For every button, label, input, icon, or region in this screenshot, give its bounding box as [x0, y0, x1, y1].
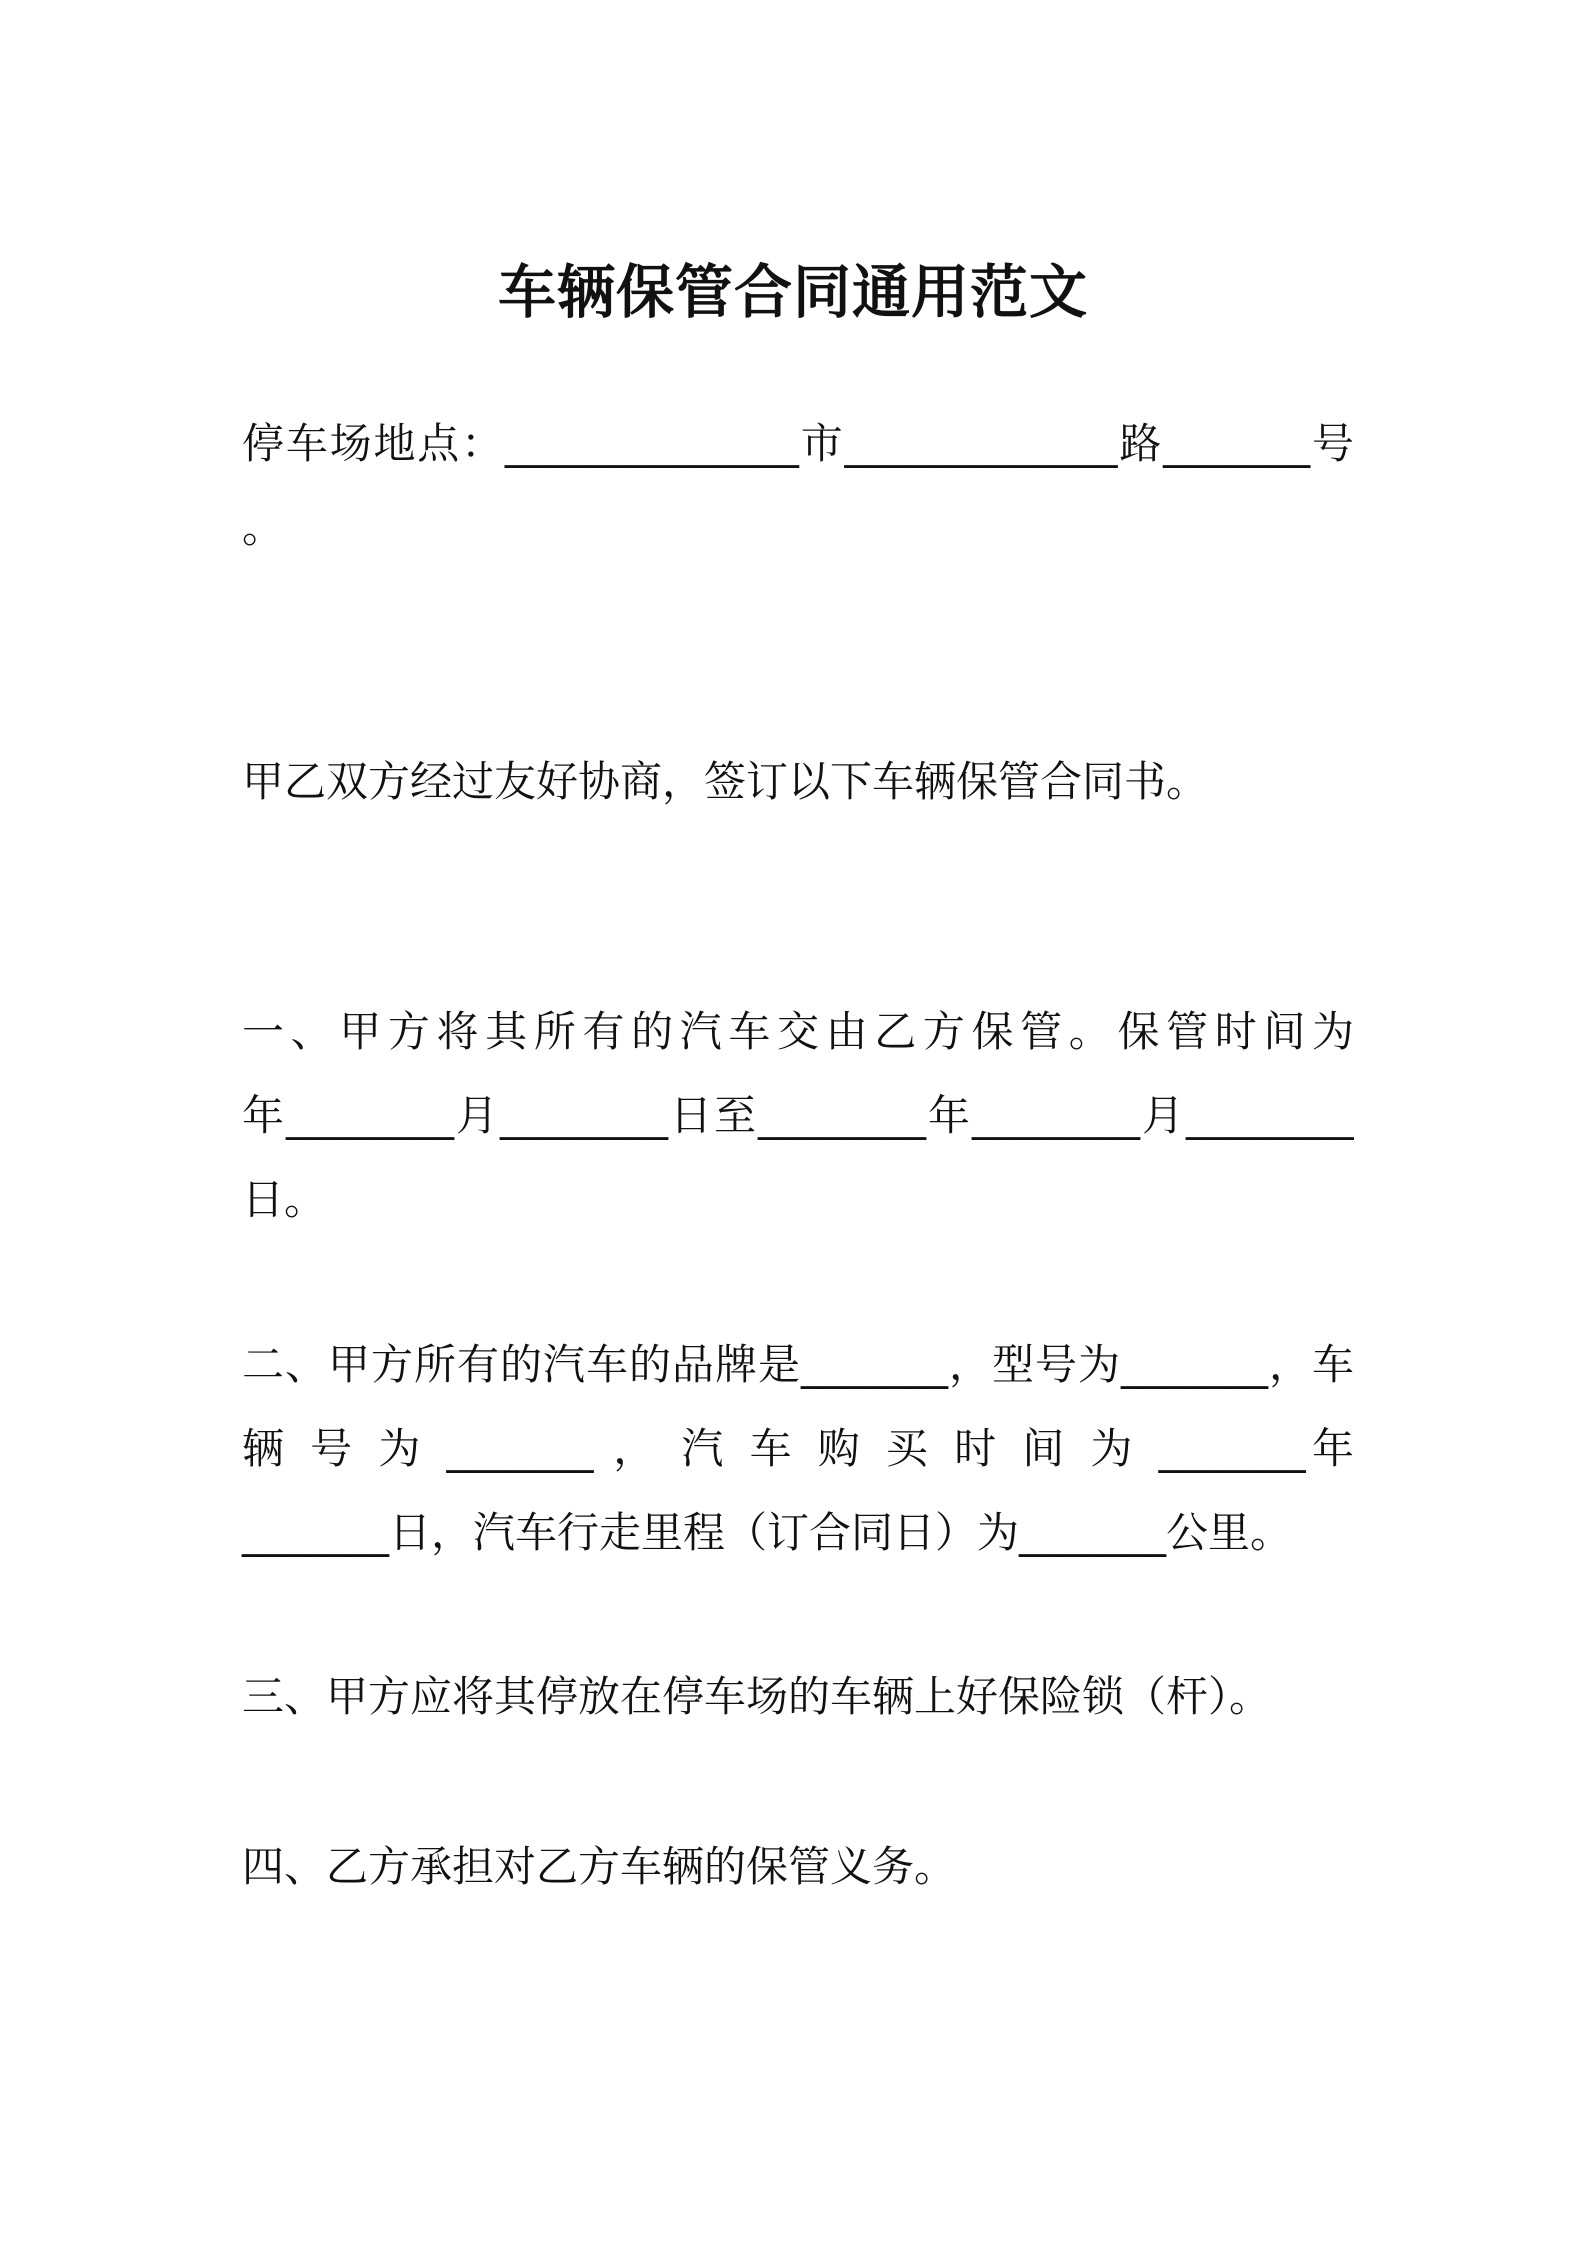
parking-location-line-2: 。 — [242, 503, 285, 552]
clause-2-paragraph — [242, 1323, 1354, 1575]
clause-1-line-1: 一、甲方将其所有的汽车交由乙方保管。保管时间为 — [242, 1007, 1354, 1056]
intro-paragraph — [242, 740, 1354, 824]
clause-4-paragraph — [242, 1825, 1354, 1909]
intro-text: 甲乙双方经过友好协商，签订以下车辆保管合同书。 — [242, 757, 1209, 806]
clause-1-line-2: 年________月________日至________年________月________ — [242, 1091, 1354, 1140]
clause-2-line-2: 辆 号 为 _______ ， 汽 车 购 买 时 间 为 _______年 — [242, 1424, 1354, 1473]
clause-3-paragraph — [242, 1655, 1354, 1739]
clause-4-text: 四、乙方承担对乙方车辆的保管义务。 — [242, 1842, 957, 1891]
document-title: 车辆保管合同通用范文 — [497, 258, 1088, 326]
clause-2-line-1: 二、甲方所有的汽车的品牌是_______，型号为_______，车 — [242, 1340, 1354, 1389]
clause-1-paragraph — [242, 990, 1354, 1242]
parking-location-paragraph — [242, 402, 1354, 570]
clause-3-text: 三、甲方应将其停放在停车场的车辆上好保险锁（杆）。 — [242, 1672, 1272, 1721]
clause-1-line-3: 日。 — [242, 1175, 327, 1224]
clause-2-line-3: _______日，汽车行走里程（订合同日）为_______公里。 — [242, 1508, 1293, 1557]
parking-location-line-1: 停车场地点：______________市_____________路_______号 — [242, 419, 1354, 468]
